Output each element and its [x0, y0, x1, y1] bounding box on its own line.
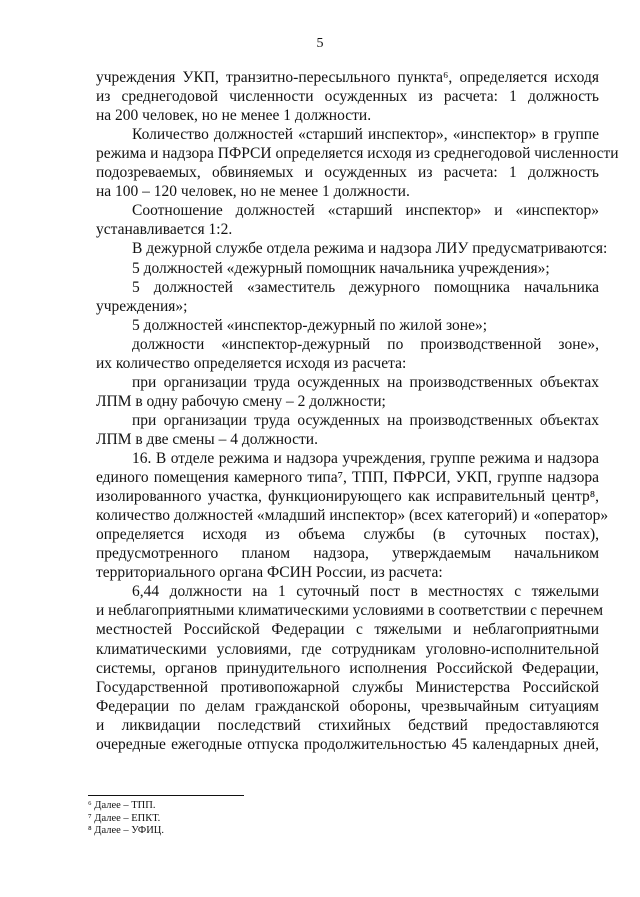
text-line: подозреваемых, обвиняемых и осужденных из расчета: 1 должность — [96, 164, 599, 182]
text-line: на 200 человек, но не менее 1 должности. — [96, 107, 372, 125]
text-line: при организации труда осужденных на производственных объектах — [132, 373, 599, 391]
text-line: предусмотренного планом надзора, утверждаемым начальником — [96, 545, 599, 563]
text-line: Государственной противопожарной службы Министерства Российской — [96, 678, 599, 696]
text-line: учреждения УКП, транзитно-пересыльного пункта⁶, определяется исходя — [96, 69, 599, 86]
text-line: очередные ежегодные отпуска продолжительностью 45 календарных дней, — [96, 735, 599, 753]
text-line: территориального органа ФСИН России, из расчета: — [96, 564, 443, 582]
text-line: системы, органов принудительного исполнения Российской Федерации, — [96, 659, 599, 677]
text-line: единого помещения камерного типа⁷, ТПП, ПФРСИ, УКП, группе надзора — [96, 469, 599, 487]
text-line: 6,44 должности на 1 суточный пост в местностях с тяжелыми — [132, 583, 599, 601]
footnote: ⁶ Далее – ТПП. — [88, 800, 156, 811]
text-line: 16. В отделе режима и надзора учреждения, группе режима и надзора — [132, 450, 599, 467]
text-line: и ликвидации последствий стихийных бедствий предоставляются — [96, 716, 599, 734]
footnote-divider — [88, 795, 244, 796]
text-line: В дежурной службе отдела режима и надзора ЛИУ предусматриваются: — [132, 240, 608, 258]
footnote: ⁸ Далее – УФИЦ. — [88, 825, 165, 836]
text-line: Количество должностей «старший инспектор», «инспектор» в группе — [132, 126, 599, 144]
text-line: местностей Российской Федерации с тяжелыми и неблагоприятными — [96, 621, 599, 639]
text-line: количество должностей «младший инспектор» (всех категорий) и «оператор» — [96, 507, 609, 525]
text-line: учреждения»; — [96, 297, 188, 315]
text-line: 5 должностей «дежурный помощник начальника учреждения»; — [132, 259, 550, 277]
text-line: климатическими условиями, где сотрудникам уголовно-исполнительной — [96, 640, 599, 658]
text-line: устанавливается 1:2. — [96, 221, 233, 239]
text-line: Федерации по делам гражданской обороны, чрезвычайным ситуациям — [96, 697, 599, 715]
text-line: ЛПМ в одну рабочую смену – 2 должности; — [96, 392, 386, 410]
text-line: режима и надзора ПФРСИ определяется исходя из среднегодовой численности — [96, 145, 619, 163]
text-line: из среднегодовой численности осужденных из расчета: 1 должность — [96, 88, 599, 106]
text-line: 5 должностей «заместитель дежурного помощника начальника — [132, 278, 599, 296]
text-line: изолированного участка, функционирующего как исправительный центр⁸, — [96, 488, 599, 506]
text-line: и неблагоприятными климатическими условиями в соответствии с перечнем — [96, 602, 604, 620]
page-number: 5 — [316, 36, 324, 51]
text-line: ЛПМ в две смены – 4 должности. — [96, 430, 318, 448]
text-line: 5 должностей «инспектор-дежурный по жилой зоне»; — [132, 316, 488, 334]
text-line: на 100 – 120 человек, но не менее 1 должности. — [96, 183, 410, 201]
footnote: ⁷ Далее – ЕПКТ. — [88, 812, 161, 824]
text-line: должности «инспектор-дежурный по производственной зоне», — [132, 335, 599, 353]
text-line: их количество определяется исходя из расчета: — [96, 354, 407, 372]
text-line: Соотношение должностей «старший инспектор» и «инспектор» — [132, 202, 599, 220]
text-line: определяется исходя из объема службы (в суточных постах), — [96, 526, 599, 544]
text-line: при организации труда осужденных на производственных объектах — [132, 411, 599, 429]
